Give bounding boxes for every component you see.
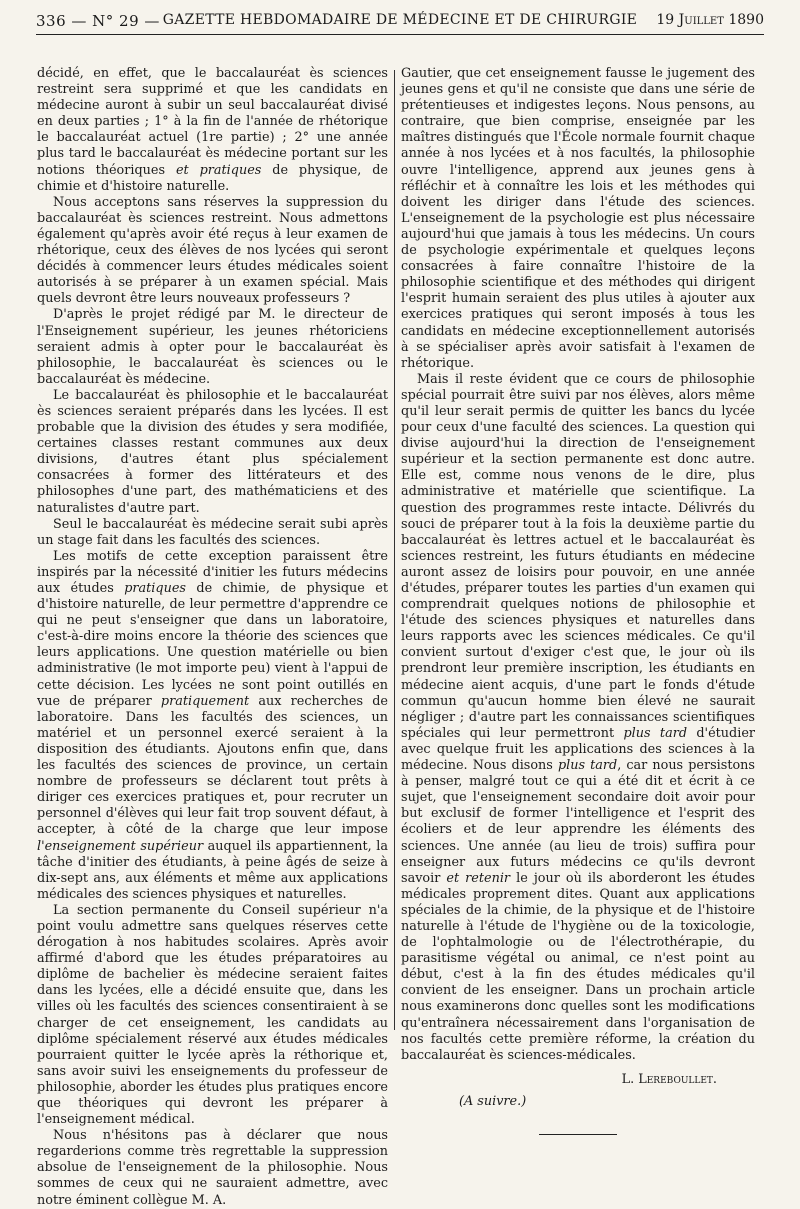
paragraph: décidé, en effet, que le baccalauréat ès sciences restreint sera supprimé et que les candidats en médecine auront à subir un seul baccalauréat divisé en deux parties ; 1° à la fin de l'année de rhétorique le baccalauréat actuel (1re partie) ; 2° une année plus tard le baccalauréat ès médecine portant sur les notions théoriques et pratiques de physique, de chimie et d'histoire naturelle. <box>37 66 388 194</box>
issue-date <box>656 12 764 28</box>
page-number: 336 — N° 29 — <box>36 12 160 30</box>
paragraph: Les motifs de cette exception paraissent être inspirés par la nécessité d'initier les futurs médecins aux études pratiques de chimie, de physique et d'histoire naturelle, de leur permettre d'apprendre ce qui ne peut s'enseigner que dans un laboratoire, c'est-à-dire moins encore la théorie des sciences que leurs applications. Une question matérielle ou bien administrative (le mot importe peu) vient à l'appui de cette décision. Les lycées ne sont point outillés en vue de préparer pratiquement aux recherches de laboratoire. Dans les facultés des sciences, un matériel et un personnel exercé seraient à la disposition des étudiants. Ajoutons enfin que, dans les facultés des sciences de province, un certain nombre de professeurs se déclarent tout prêts à diriger ces exercices pratiques et, pour recruter un personnel d'élèves qui leur fait trop souvent défaut, à accepter, à côté de la charge que leur impose l'enseignement supérieur auquel ils appartiennent, la tâche d'initier des étudiants, à peine âgés de seize à dix-sept ans, aux éléments et même aux applications médicales des sciences physiques et naturelles. <box>37 548 388 902</box>
header-rule <box>36 34 764 35</box>
paragraph: Gautier, que cet enseignement fausse le jugement des jeunes gens et qu'il ne consiste que dans une série de prétentieuses et indigestes leçons. Nous pensons, au contraire, que bien comprise, enseignée par les maîtres distingués que l'École normale fournit chaque année à nos lycées et à nos facultés, la philosophie ouvre l'intelligence, apprend aux jeunes gens à réfléchir et à connaître les lois et les méthodes qui doivent les diriger dans l'étude des sciences. L'enseignement de la psychologie est plus nécessaire aujourd'hui que jamais à tous les médecins. Un cours de psychologie expérimentale et quelques leçons consacrées à faire connaître l'histoire de la philosophie scientifique et des méthodes qui dirigent l'esprit humain seraient des plus utiles à ajouter aux exercices pratiques qui seront imposés à tous les candidats en médecine exceptionnellement autorisés à se spécialiser après avoir satisfait à l'examen de rhétorique. <box>401 66 755 371</box>
date-month: Juillet <box>678 12 724 28</box>
author-signature: L. Lereboullet. <box>621 1071 717 1087</box>
date-day: 19 <box>656 12 675 28</box>
left-column <box>37 66 388 1209</box>
date-year: 1890 <box>728 12 764 28</box>
page-header <box>36 8 764 60</box>
paragraph: D'après le projet rédigé par M. le directeur de l'Enseignement supérieur, les jeunes rhétoriciens seraient admis à opter pour le baccalauréat ès philosophie, le baccalauréat ès sciences ou le baccalauréat ès médecine. <box>37 307 388 387</box>
paragraph: Mais il reste évident que ce cours de philosophie spécial pourrait être suivi par nos élèves, alors même qu'il leur serait permis de quitter les bancs du lycée pour ceux d'une faculté des sciences. La question qui divise aujourd'hui la direction de l'enseignement supérieur et la section permanente est donc autre. Elle est, comme nous venons de le dire, plus administrative et matérielle que scientifique. La question des programmes reste intacte. Délivrés du souci de préparer tout à la fois la deuxième partie du baccalauréat ès lettres actuel et le baccalauréat ès sciences restreint, les futurs étudiants en médecine auront assez de loisirs pour pouvoir, en une année d'études, préparer toutes les parties d'un examen qui comprendrait quelques notions de philosophie et l'étude des sciences physiques et naturelles dans leurs rapports avec les sciences médicales. Ce qu'il convient surtout d'exiger c'est que, le jour où ils prendront leur première inscription, les étudiants en médecine aient acquis, d'une part le fonds d'étude commun qu'aucun homme bien élevé ne saurait négliger ; d'autre part les connaissances scientifiques spéciales qui leur permettront plus tard d'étudier avec quelque fruit les applications des sciences à la médecine. Nous disons plus tard, car nous persistons à penser, malgré tout ce qui a été dit et écrit à ce sujet, que l'enseignement secondaire doit avoir pour but exclusif de former l'intelligence et l'esprit des écoliers et de leur apprendre les éléments des sciences. Une année (au lieu de trois) suffira pour enseigner aux futurs médecins ce qu'ils devront savoir et retenir le jour où ils aborderont les études médicales proprement dites. Quant aux applications spéciales de la chimie, de la physique et de l'histoire naturelle à l'étude de l'hygiène ou de la toxicologie, de l'ophtalmologie ou de l'électrothérapie, du parasitisme végétal ou animal, ce n'est point au début, c'est à la fin des études médicales qu'il convient de les enseigner. Dans un prochain article nous examinerons donc quelles sont les modifications qu'entraînera nécessairement dans l'organisation de nos facultés cette première réforme, la création du baccalauréat ès sciences-médicales. <box>401 371 756 1063</box>
paragraph: La section permanente du Conseil supérieur n'a point voulu admettre sans quelques réserves cette dérogation à nos habitudes scolaires. Après avoir affirmé d'abord que les études préparatoires au diplôme de bachelier ès médecine seraient faites dans les lycées, elle a décidé ensuite que, dans les villes où les facultés des sciences consentiraient à se charger de cet enseignement, les candidats au diplôme spécialement réservé aux études médicales pourraient quitter le lycée après la réthorique et, sans avoir suivi les enseignements du professeur de philosophie, aborder les études plus pratiques encore que théoriques qui devront les préparer à l'enseignement médical. <box>37 902 388 1128</box>
paragraph: Nous n'hésitons pas à déclarer que nous regarderions comme très regrettable la suppression absolue de l'enseignement de la philosophie. Nous sommes de ceux qui ne sauraient admettre, avec notre éminent collègue M. A. <box>37 1128 388 1208</box>
paragraph: Le baccalauréat ès philosophie et le baccalauréat ès sciences seraient préparés dans les lycées. Il est probable que la division des études y sera modifiée, certaines classes restant communes aux deux divisions, d'autres étant plus spécialement consacrées à former des littérateurs et des philosophes d'une part, des mathématiciens et des naturalistes d'autre part. <box>37 387 388 516</box>
to-be-continued: (A suivre.) <box>459 1093 527 1109</box>
right-column <box>401 66 755 1135</box>
column-divider <box>394 70 395 1030</box>
journal-title: GAZETTE HEBDOMADAIRE DE MÉDECINE ET DE CHIRURGIE <box>162 12 638 28</box>
end-rule <box>539 1134 617 1135</box>
paragraph: Seul le baccalauréat ès médecine serait subi après un stage fait dans les facultés des sciences. <box>37 516 388 548</box>
paragraph: Nous acceptons sans réserves la suppression du baccalauréat ès sciences restreint. Nous admettons également qu'après avoir été reçus à leur examen de rhétorique, ceux des élèves de nos lycées qui seront décidés à commencer leurs études médicales soient autorisés à se préparer à un examen spécial. Mais quels devront être leurs nouveaux professeurs ? <box>37 194 388 307</box>
